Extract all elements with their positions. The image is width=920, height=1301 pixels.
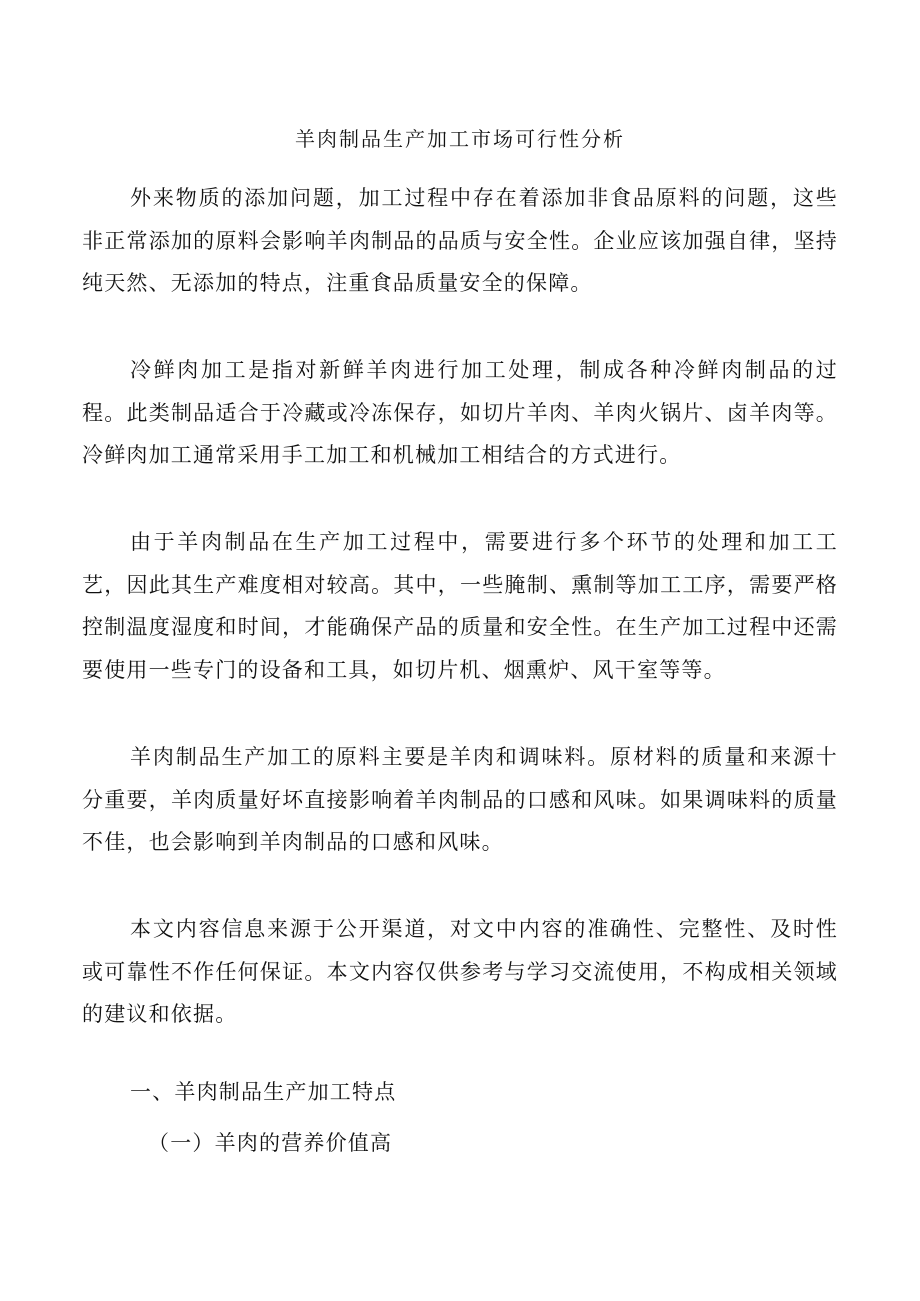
paragraph-production-difficulty: 由于羊肉制品在生产加工过程中，需要进行多个环节的处理和加工工艺，因此其生产难度相对较高。其中，一些腌制、熏制等加工工序，需要严格控制温度湿度和时间，才能确保产品的质量和安全性。在生产加工过程中还需要使用一些专门的设备和工具，如切片机、烟熏炉、风干室等等。 [82,530,838,682]
paragraph-disclaimer: 本文内容信息来源于公开渠道，对文中内容的准确性、完整性、及时性或可靠性不作任何保证。本文内容仅供参考与学习交流使用，不构成相关领域的建议和依据。 [82,917,838,1026]
paragraph-chilled-meat: 冷鲜肉加工是指对新鲜羊肉进行加工处理，制成各种冷鲜肉制品的过程。此类制品适合于冷藏或冷冻保存，如切片羊肉、羊肉火锅片、卤羊肉等。冷鲜肉加工通常采用手工加工和机械加工相结合的方式进行。 [82,358,838,467]
document-title: 羊肉制品生产加工市场可行性分析 [295,127,625,151]
section-heading: 一、羊肉制品生产加工特点 [130,1080,397,1104]
paragraph-additives: 外来物质的添加问题，加工过程中存在着添加非食品原料的问题，这些非正常添加的原料会影响羊肉制品的品质与安全性。企业应该加强自律，坚持纯天然、无添加的特点，注重食品质量安全的保障。 [82,186,838,295]
subsection-heading: （一）羊肉的营养价值高 [148,1131,393,1155]
paragraph-raw-materials: 羊肉制品生产加工的原料主要是羊肉和调味料。原材料的质量和来源十分重要，羊肉质量好坏直接影响着羊肉制品的口感和风味。如果调味料的质量不佳，也会影响到羊肉制品的口感和风味。 [82,745,838,854]
